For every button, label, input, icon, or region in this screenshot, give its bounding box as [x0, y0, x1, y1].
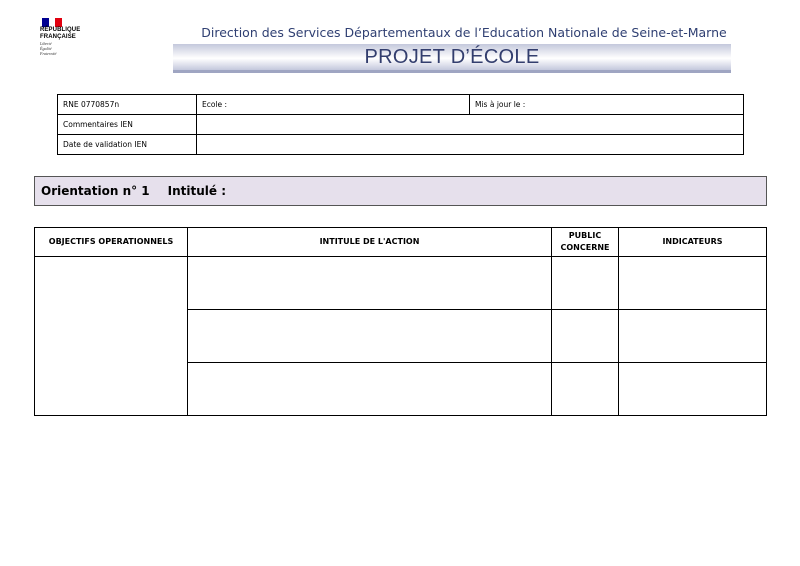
orientation-intitule-label: Intitulé :: [167, 184, 227, 198]
direction-heading: Direction des Services Départementaux de l’Education Nationale de Seine-et-Marne: [201, 25, 727, 40]
date-validation-value-cell[interactable]: [197, 135, 744, 155]
info-row-commentaires: [58, 115, 744, 135]
french-flag-icon: [42, 18, 62, 27]
indicateurs-cell[interactable]: [619, 363, 767, 416]
logo-line-2: FRANÇAISE: [40, 34, 76, 40]
flag-white-stripe: [49, 18, 56, 27]
logo-line-1: RÉPUBLIQUE: [40, 27, 81, 33]
header-intitule: INTITULE DE L'ACTION: [188, 228, 552, 257]
title-banner: [173, 44, 731, 73]
public-cell[interactable]: [552, 363, 619, 416]
orientation-bar: [34, 176, 767, 206]
school-info-table: [57, 94, 744, 155]
commentaires-label-cell: Commentaires IEN: [58, 115, 197, 135]
indicateurs-cell[interactable]: [619, 310, 767, 363]
mise-a-jour-cell[interactable]: Mis à jour le :: [470, 95, 744, 115]
date-validation-label-cell: Date de validation IEN: [58, 135, 197, 155]
public-cell[interactable]: [552, 257, 619, 310]
table-row: [35, 257, 767, 310]
objectifs-cell[interactable]: [35, 257, 188, 416]
header-public: [552, 228, 619, 257]
header-public-line2: CONCERNE: [560, 243, 610, 252]
rne-cell: RNE 0770857n: [58, 95, 197, 115]
commentaires-value-cell[interactable]: [197, 115, 744, 135]
info-row-rne: [58, 95, 744, 115]
actions-header-row: [35, 228, 767, 257]
logo-motto-2: Égalité: [40, 46, 52, 51]
logo-motto-1: Liberté: [40, 41, 52, 46]
header-indicateurs: INDICATEURS: [619, 228, 767, 257]
orientation-number: Orientation n° 1: [41, 184, 150, 198]
header-public-line1: PUBLIC: [568, 231, 602, 240]
ecole-cell[interactable]: Ecole :: [197, 95, 470, 115]
info-row-date-validation: [58, 135, 744, 155]
indicateurs-cell[interactable]: [619, 257, 767, 310]
flag-red-stripe: [55, 18, 62, 27]
public-cell[interactable]: [552, 310, 619, 363]
header-objectifs: OBJECTIFS OPERATIONNELS: [35, 228, 188, 257]
logo-motto-3: Fraternité: [40, 51, 57, 56]
flag-blue-stripe: [42, 18, 49, 27]
actions-table: [34, 227, 767, 416]
page-title: PROJET D’ÉCOLE: [364, 45, 540, 68]
republique-francaise-logo: [40, 18, 100, 56]
intitule-cell[interactable]: [188, 363, 552, 416]
intitule-cell[interactable]: [188, 310, 552, 363]
intitule-cell[interactable]: [188, 257, 552, 310]
